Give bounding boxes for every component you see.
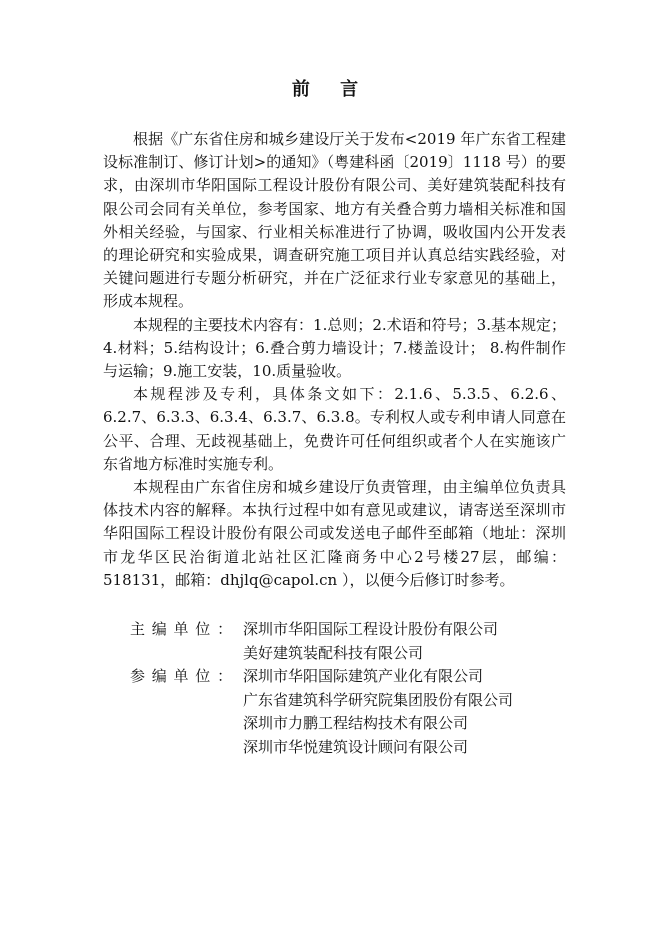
preface-body xyxy=(103,128,566,592)
unit-name: 广东省建筑科学研究院集团股份有限公司 xyxy=(243,690,514,709)
page-title: 前 言 xyxy=(291,79,371,100)
paragraph-basis: 根据《广东省住房和城乡建设厅关于发布<2019 年广东省工程建设标准制订、修订计划>的通知》（粤建科函〔2019〕1118 号）的要求，由深圳市华阳国际工程设计股份有限公司、美好建筑装配科技有限公司会同有关单位，参考国家、地方有关叠合剪力墙相关标准和国外相关经验，与国家、行业相关标准进行了协调，吸收国内公开发表的理论研究和实验成果，调查研究施工项目并认真总结实践经验，对关键问题进行专题分析研究，并在广泛征求行业专家意见的基础上，形成本规程。 xyxy=(103,130,566,311)
unit-label-blank xyxy=(130,712,243,736)
unit-label-blank xyxy=(130,689,243,713)
unit-row xyxy=(130,665,580,689)
units-list xyxy=(130,618,580,759)
unit-name: 深圳市力鹏工程结构技术有限公司 xyxy=(243,714,469,732)
participating-label: 参 编 单 位 ： xyxy=(130,667,234,685)
unit-row xyxy=(130,618,580,642)
unit-row xyxy=(130,736,580,760)
unit-label-blank xyxy=(130,642,243,666)
unit-row xyxy=(130,642,580,666)
chief-editor-label: 主 编 单 位 ： xyxy=(130,620,234,638)
paragraph-management: 本规程由广东省住房和城乡建设厅负责管理，由主编单位负责具体技术内容的解释。本执行过程中如有意见或建议，请寄送至深圳市华阳国际工程设计股份有限公司或发送电子邮件至邮箱（地址：深圳市龙华区民治街道北站社区汇隆商务中心2号楼27层，邮编：518131，邮箱：dhjlq@capol.cn ），以便今后修订时参考。 xyxy=(103,478,566,589)
unit-name: 深圳市华悦建筑设计顾问有限公司 xyxy=(243,737,469,756)
paragraph-main-content: 本规程的主要技术内容有：1.总则；2.术语和符号；3.基本规定；4.材料；5.结构设计；6.叠合剪力墙设计；7.楼盖设计； 8.构件制作与运输；9.施工安装，10.质量验收。 xyxy=(103,315,566,381)
unit-label-blank xyxy=(130,736,243,760)
unit-row xyxy=(130,712,580,736)
unit-row xyxy=(130,689,580,713)
paragraph-patent: 本规程涉及专利，具体条文如下：2.1.6、5.3.5、6.2.6、6.2.7、6.3.3、6.3.4、6.3.7、6.3.8。专利权人或专利申请人同意在公平、合理、无歧视基础上，免费许可任何组织或者个人在实施该广东省地方标准时实施专利。 xyxy=(103,385,566,473)
unit-name: 深圳市华阳国际建筑产业化有限公司 xyxy=(243,667,484,685)
unit-name: 美好建筑装配科技有限公司 xyxy=(243,643,424,662)
unit-name: 深圳市华阳国际工程设计股份有限公司 xyxy=(243,620,499,638)
